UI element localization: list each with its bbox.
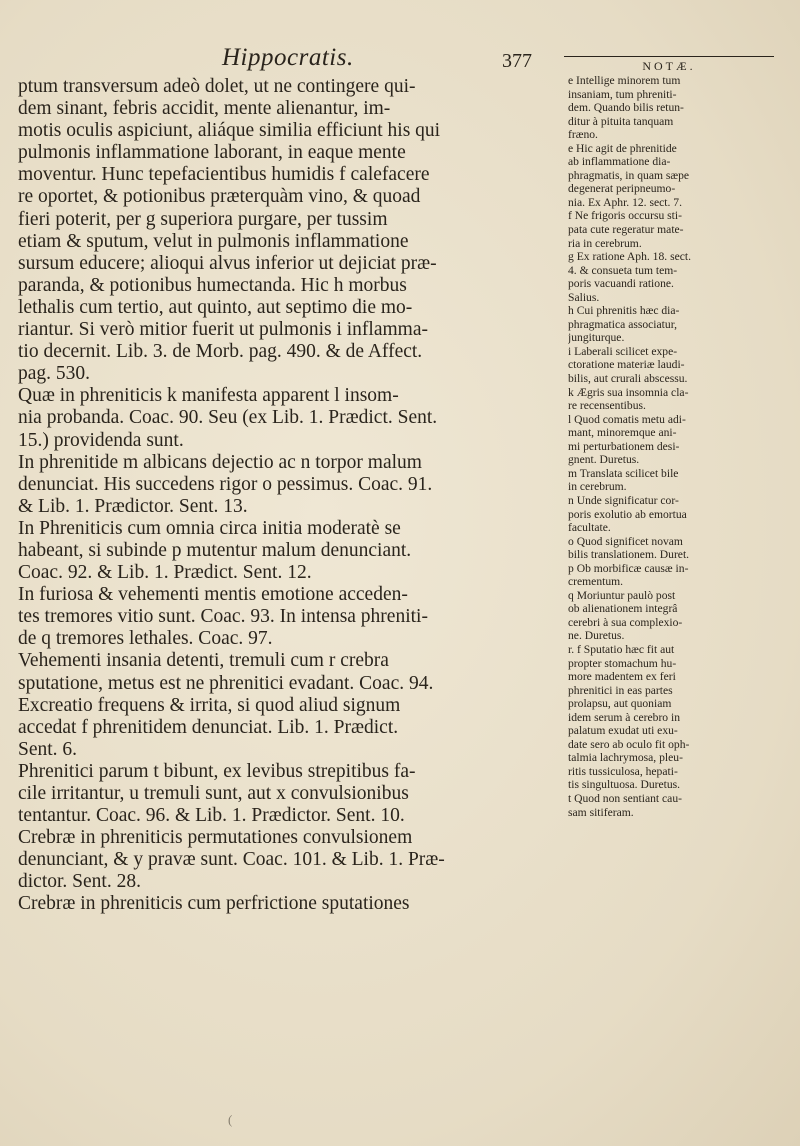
note-line: propter stomachum hu- [568, 656, 677, 670]
note-line: 4. & consueta tum tem- [568, 263, 678, 277]
note-line: facultate. [568, 521, 611, 535]
text-line: riantur. Si verò mitior fuerit ut pulmonis i inflamma- [18, 319, 428, 341]
note-line: fræno. [568, 128, 598, 142]
text-line: fieri poterit, per g superiora purgare, per tussim [18, 208, 388, 230]
note-line: cerebri à sua complexio- [568, 615, 683, 629]
main-text-column [18, 76, 558, 916]
note-line: gnent. Duretus. [568, 453, 640, 467]
text-line: Crebræ in phreniticis cum perfrictione sputationes [18, 893, 410, 915]
running-title: Hippocratis. [222, 44, 354, 71]
note-line: l Quod comatis metu adi- [568, 412, 686, 426]
note-line: poris vacuandi ratione. [568, 277, 674, 291]
note-line: k Ægris sua insomnia cla- [568, 385, 689, 399]
text-line: de q tremores lethales. Coac. 97. [18, 628, 273, 650]
text-line: sputatione, metus est ne phrenitici evadant. Coac. 94. [18, 672, 434, 694]
note-line: bilis, aut crurali abscessu. [568, 372, 688, 386]
note-line: e Hic agit de phrenitide [568, 141, 677, 155]
note-line: Salius. [568, 290, 600, 304]
note-line: palatum exudat uti exu- [568, 724, 678, 738]
note-line: sam sitiferam. [568, 805, 634, 819]
note-line: tis singultuosa. Duretus. [568, 778, 681, 792]
text-line: In phrenitide m albicans dejectio ac n torpor malum [18, 451, 422, 473]
text-line: ptum transversum adeò dolet, ut ne contingere qui- [18, 76, 416, 97]
note-line: mi perturbationem desi- [568, 439, 680, 453]
note-line: degenerat peripneumo- [568, 182, 676, 196]
note-line: ditur à pituita tanquam [568, 114, 674, 128]
note-line: ob alienationem integrâ [568, 602, 678, 616]
text-line: In Phreniticis cum omnia circa initia moderatè se [18, 517, 401, 539]
text-line: habeant, si subinde p mutentur malum denunciant. [18, 539, 412, 561]
note-line: poris exolutio ab emortua [568, 507, 687, 521]
note-line: phragmatica associatur, [568, 317, 677, 331]
note-line: pata cute regeratur mate- [568, 223, 684, 237]
note-line: h Cui phrenitis hæc dia- [568, 304, 680, 318]
text-line: moventur. Hunc tepefacientibus humidis f calefacere [18, 164, 430, 186]
text-line: nia probanda. Coac. 90. Seu (ex Lib. 1. Prædict. Sent. [18, 407, 438, 429]
note-line: o Quod significet novam [568, 534, 683, 548]
text-line: pag. 530. [18, 363, 91, 385]
text-line: cile irritantur, u tremuli sunt, aut x convulsionibus [18, 783, 409, 804]
note-line: q Moriuntur paulò post [568, 588, 676, 602]
text-line: paranda, & potionibus humectanda. Hic h morbus [18, 274, 407, 296]
note-line: crementum. [568, 575, 624, 589]
note-line: in cerebrum. [568, 480, 627, 494]
notes-heading: NOTÆ. [564, 56, 774, 74]
note-line: i Laberali scilicet expe- [568, 344, 678, 358]
text-line: Excreatio frequens & irrita, si quod aliud signum [18, 694, 401, 716]
text-line: Phrenitici parum t bibunt, ex levibus strepitibus fa- [18, 760, 416, 782]
note-line: r. f Sputatio hæc fit aut [568, 642, 675, 656]
note-line: idem serum à cerebro in [568, 710, 681, 724]
text-line: denunciat. His succedens rigor o pessimus. Coac. 91. [18, 473, 433, 495]
note-line: ne. Duretus. [568, 629, 625, 643]
text-line: tentantur. Coac. 96. & Lib. 1. Prædictor. Sent. 10. [18, 805, 405, 827]
text-line: In furiosa & vehementi mentis emotione acceden- [18, 584, 408, 606]
text-line: 15.) providenda sunt. [18, 429, 184, 451]
text-line: accedat f phrenitidem denunciat. Lib. 1. Prædict. [18, 716, 399, 738]
text-line: dictor. Sent. 28. [18, 871, 141, 893]
text-line: sursum educere; alioqui alvus inferior ut dejiciat præ- [18, 252, 437, 274]
note-line: phrenitici in eas partes [568, 683, 673, 697]
text-line: tes tremores vitio sunt. Coac. 93. In intensa phreniti- [18, 606, 428, 628]
text-line: Quæ in phreniticis k manifesta apparent l insom- [18, 385, 399, 407]
text-line: etiam & sputum, velut in pulmonis inflammatione [18, 230, 409, 252]
text-line: re oportet, & potionibus præterquàm vino, & quoad [18, 186, 421, 208]
note-line: prolapsu, aut quoniam [568, 697, 672, 711]
page-number: 377 [502, 50, 532, 72]
note-line: ctoratione materiæ laudi- [568, 358, 685, 372]
note-line: mant, minoremque ani- [568, 426, 677, 440]
text-line: dem sinant, febris accidit, mente alienantur, im- [18, 98, 391, 120]
text-line: pulmonis inflammatione laborant, in eaque mente [18, 142, 406, 164]
text-line: Crebræ in phreniticis permutationes convulsionem [18, 827, 413, 849]
note-line: nia. Ex Aphr. 12. sect. 7. [568, 195, 682, 209]
note-line: phragmatis, in quam sæpe [568, 168, 690, 182]
text-line: & Lib. 1. Prædictor. Sent. 13. [18, 495, 248, 517]
note-line: ab inflammatione dia- [568, 155, 671, 169]
note-line: e Intellige minorem tum [568, 74, 681, 87]
note-line: date sero ab oculo fit oph- [568, 737, 690, 751]
note-line: m Translata scilicet bile [568, 466, 679, 480]
note-line: talmia lachrymosa, pleu- [568, 751, 683, 765]
note-line: ria in cerebrum. [568, 236, 642, 250]
note-line: more madentem ex feri [568, 670, 676, 684]
note-line: ritis tussiculosa, hepati- [568, 764, 678, 778]
text-line: denunciant, & y pravæ sunt. Coac. 101. & Lib. 1. Præ- [18, 849, 445, 871]
note-line: n Unde significatur cor- [568, 493, 679, 507]
note-line: f Ne frigoris occursu sti- [568, 209, 682, 223]
text-line: Vehementi insania detenti, tremuli cum r crebra [18, 650, 389, 672]
note-line: g Ex ratione Aph. 18. sect. [568, 250, 691, 264]
text-line: tio decernit. Lib. 3. de Morb. pag. 490. & de Affect. [18, 341, 423, 363]
note-line: jungiturque. [568, 331, 625, 345]
marginal-notes-column [568, 74, 790, 819]
note-line: t Quod non sentiant cau- [568, 791, 682, 805]
text-line: motis oculis aspiciunt, aliáque similia efficiunt his qui [18, 120, 441, 142]
text-line: Sent. 6. [18, 738, 78, 760]
note-line: insaniam, tum phreniti- [568, 87, 677, 101]
note-line: bilis translationem. Duret. [568, 548, 690, 562]
text-line: lethalis cum tertio, aut quinto, aut septimo die mo- [18, 296, 413, 318]
note-line: p Ob morbificæ causæ in- [568, 561, 689, 575]
note-line: dem. Quando bilis retun- [568, 101, 684, 115]
note-line: re recensentibus. [568, 399, 646, 413]
text-line: Coac. 92. & Lib. 1. Prædict. Sent. 12. [18, 562, 312, 584]
page-mark: ( [228, 1112, 233, 1127]
